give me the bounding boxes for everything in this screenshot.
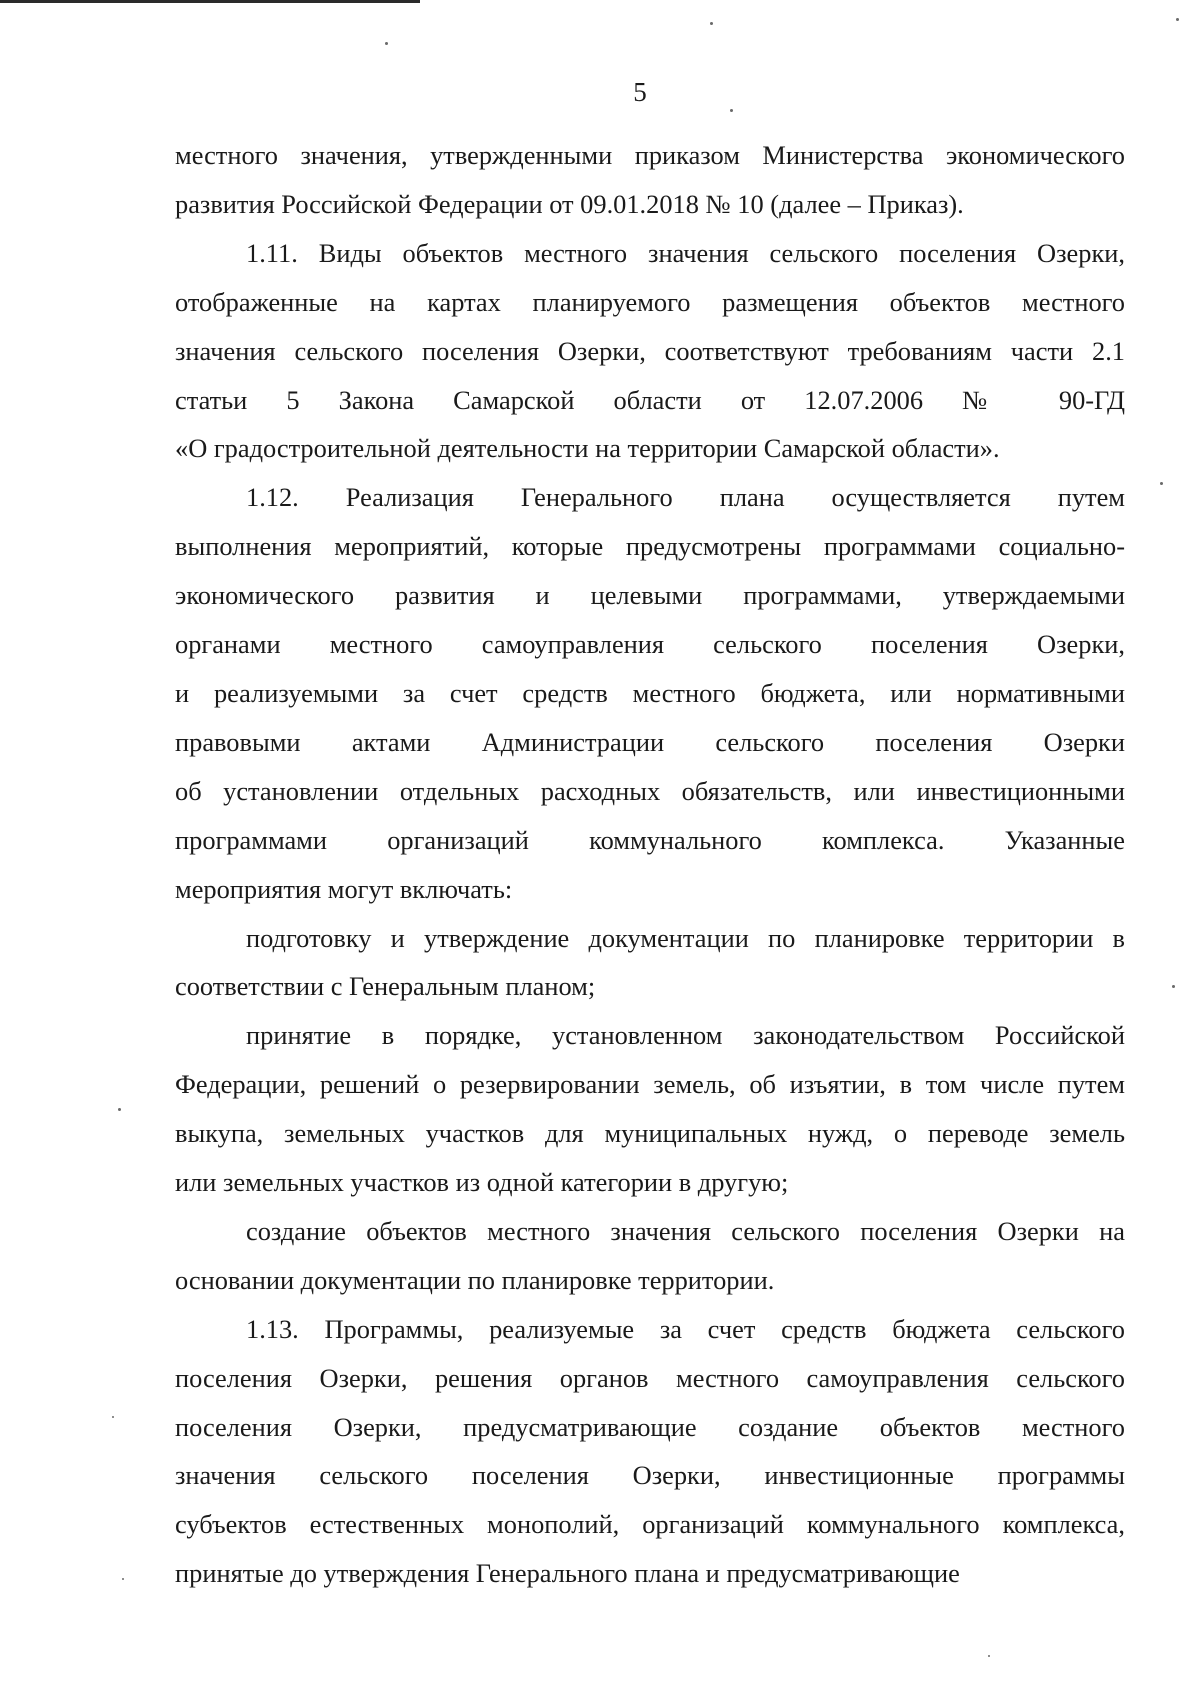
page-number: 5	[633, 77, 647, 107]
text-line: создание объектов местного значения сельского поселения Озерки на	[246, 1215, 1125, 1246]
scan-speck	[1176, 18, 1179, 21]
paragraph	[175, 914, 1125, 1012]
text-line: соответствии с Генеральным планом;	[175, 971, 596, 1002]
paragraph	[175, 1305, 1125, 1598]
scan-speck	[122, 1578, 124, 1580]
paragraph	[175, 229, 1125, 474]
text-line: отображенные на картах планируемого размещения объектов местного	[175, 286, 1125, 317]
text-line: местного значения, утвержденными приказом Министерства экономического	[175, 140, 1125, 170]
text-line: программами организаций коммунального комплекса. Указанные	[175, 824, 1125, 855]
text-line: статьи 5 Закона Самарской области от 12.07.2006 № 90-ГД	[175, 384, 1125, 415]
text-line: мероприятия могут включать:	[175, 873, 513, 904]
scan-speck	[1172, 985, 1175, 988]
text-line: основании документации по планировке территории.	[175, 1264, 775, 1295]
text-line: экономического развития и целевыми программами, утверждаемыми	[175, 580, 1125, 611]
text-line: об установлении отдельных расходных обязательств, или инвестиционными	[175, 775, 1125, 806]
scan-edge-line	[0, 0, 420, 3]
text-line: выкупа, земельных участков для муниципальных нужд, о переводе земель	[175, 1118, 1125, 1149]
text-line: или земельных участков из одной категории в другую;	[175, 1167, 789, 1198]
text-line: значения сельского поселения Озерки, инвестиционные программы	[175, 1460, 1125, 1491]
document-body	[175, 131, 1125, 1598]
text-line: значения сельского поселения Озерки, соответствуют требованиям части 2.1	[175, 335, 1125, 366]
text-line: Федерации, решений о резервировании земель, об изъятии, в том числе путем	[175, 1069, 1125, 1100]
scan-speck	[118, 1108, 121, 1111]
text-line: развития Российской Федерации от 09.01.2018 № 10 (далее – Приказ).	[175, 188, 964, 219]
text-line: «О градостроительной деятельности на территории Самарской области».	[175, 433, 1000, 464]
text-line: субъектов естественных монополий, организаций коммунального комплекса,	[175, 1509, 1125, 1540]
text-line: поселения Озерки, предусматривающие создание объектов местного	[175, 1411, 1125, 1442]
text-line: подготовку и утверждение документации по планировке территории в	[246, 922, 1125, 953]
text-line: выполнения мероприятий, которые предусмотрены программами социально-	[175, 531, 1125, 562]
scan-speck	[710, 22, 713, 25]
text-line: 1.12. Реализация Генерального плана осуществляется путем	[246, 482, 1125, 513]
scan-speck	[1160, 482, 1163, 485]
text-line: правовыми актами Администрации сельского поселения Озерки	[175, 726, 1125, 757]
text-line: 1.11. Виды объектов местного значения сельского поселения Озерки,	[246, 237, 1125, 268]
text-line: 1.13. Программы, реализуемые за счет средств бюджета сельского	[246, 1313, 1125, 1344]
text-line: принятые до утверждения Генерального плана и предусматривающие	[175, 1558, 960, 1589]
text-line: принятие в порядке, установленном законодательством Российской	[246, 1020, 1125, 1051]
text-line: и реализуемыми за счет средств местного бюджета, или нормативными	[175, 677, 1125, 708]
text-line: поселения Озерки, решения органов местного самоуправления сельского	[175, 1362, 1125, 1393]
paragraph	[175, 473, 1125, 913]
scan-speck	[112, 1416, 114, 1418]
scan-speck	[385, 42, 388, 45]
paragraph	[175, 1207, 1125, 1305]
scan-speck	[988, 1655, 990, 1657]
text-line: органами местного самоуправления сельского поселения Озерки,	[175, 629, 1125, 660]
paragraph	[175, 1011, 1125, 1207]
paragraph	[175, 131, 1125, 229]
